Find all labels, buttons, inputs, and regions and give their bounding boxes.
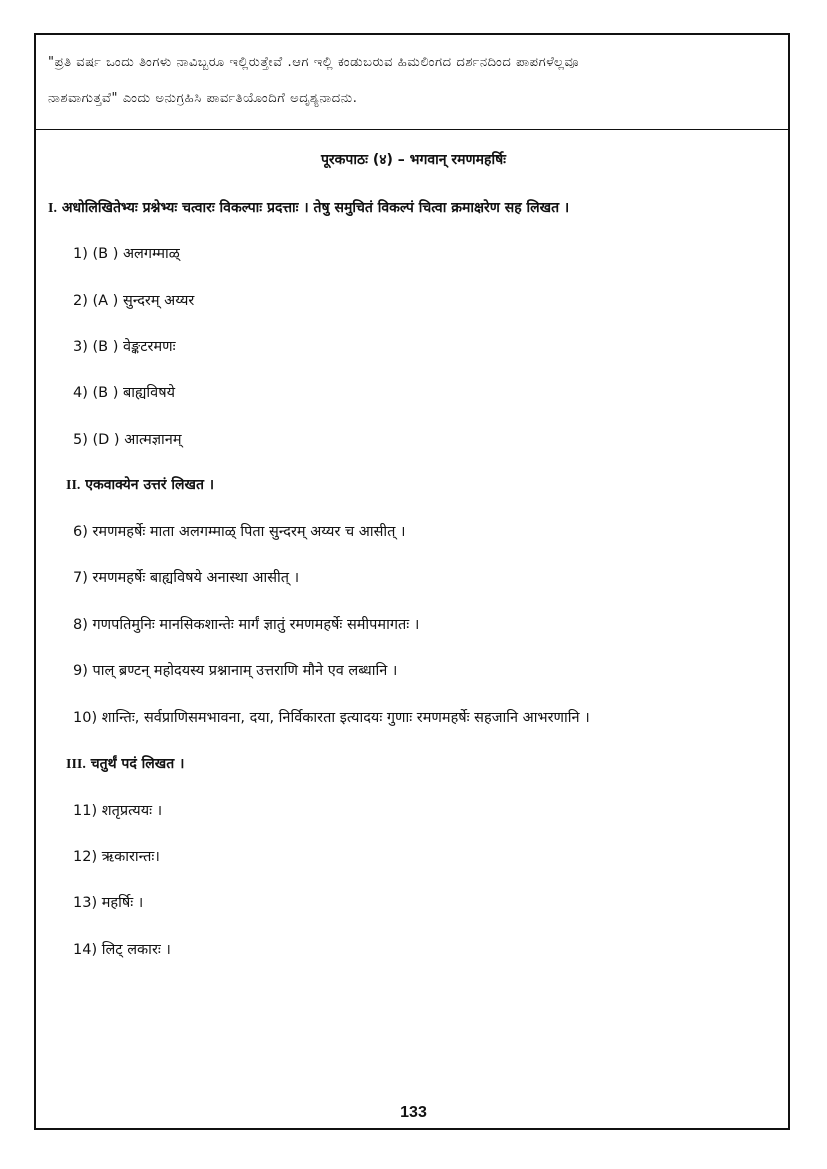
answer-item-14: 14) लिट् लकारः ।: [73, 942, 171, 958]
section-1-instruction: अधोलिखितेभ्यः प्रश्नेभ्यः चत्वारः विकल्पाः प्रदत्ताः । तेषु समुचितं विकल्पं चित्वा क्रमाक्षरेण सह लिखत ।: [61, 200, 570, 216]
section-3-number: III.: [66, 757, 86, 772]
answer-item-13: 13) महर्षिः ।: [73, 895, 144, 911]
lesson-title: पूरकपाठः (४) – भगवान् रमणमहर्षिः: [320, 152, 507, 168]
answer-item-12: 12) ऋकारान्तः।: [73, 849, 160, 865]
kannada-note-line-2: ನಾಶವಾಗುತ್ತವೆ" ಎಂದು ಅನುಗ್ರಹಿಸಿ ಪಾರ್ವತಿಯೊಂದಿಗೆ ಅದೃಶ್ಯನಾದನು.: [48, 91, 358, 106]
answer-item-9: 9) पाल् ब्रण्टन् महोदयस्य प्रश्नानाम् उत्तराणि मौने एव लब्धानि ।: [73, 663, 398, 679]
answer-item-11: 11) शतृप्रत्ययः ।: [73, 803, 163, 819]
answer-item-7: 7) रमणमहर्षेः बाह्यविषये अनास्था आसीत् ।: [73, 570, 300, 586]
answer-item-10: 10) शान्तिः, सर्वप्राणिसमभावना, दया, निर्विकारता इत्यादयः गुणाः रमणमहर्षेः सहजानि आभरणानि ।: [73, 710, 590, 726]
answer-item-3: 3) (B ) वेङ्कटरमणः: [73, 339, 176, 355]
section-2-number: II.: [66, 478, 81, 493]
section-divider: [35, 129, 789, 130]
section-3-heading: [66, 754, 184, 773]
section-3-instruction: चतुर्थं पदं लिखत ।: [90, 756, 185, 772]
section-2-instruction: एकवाक्येन उत्तरं लिखत ।: [85, 477, 215, 493]
kannada-note-line-1: "ಪ್ರತಿ ವರ್ಷ ಒಂದು ತಿಂಗಳು ನಾವಿಬ್ಬರೂ ಇಲ್ಲಿರುತ್ತೇವೆ .ಆಗ ಇಲ್ಲಿ ಕಂಡುಬರುವ ಹಿಮಲಿಂಗದ ದರ್ಶನದಿಂದ ಪಾಪಗಳೆಲ್ಲವೂ: [48, 55, 580, 70]
section-1-number: I.: [48, 201, 57, 216]
answer-item-8: 8) गणपतिमुनिः मानसिकशान्तेः मार्गं ज्ञातुं रमणमहर्षेः समीपमागतः ।: [73, 617, 420, 633]
answer-item-5: 5) (D ) आत्मज्ञानम्: [73, 432, 182, 448]
page-number: 133: [400, 1104, 427, 1121]
answer-item-6: 6) रमणमहर्षेः माता अलगम्माळ् पिता सुन्दरम् अय्यर च आसीत् ।: [73, 524, 406, 540]
kannada-note: [48, 54, 778, 126]
section-1-heading: [48, 198, 569, 217]
answer-item-1: 1) (B ) अलगम्माळ्: [73, 246, 180, 262]
answer-item-4: 4) (B ) बाह्यविषये: [73, 385, 176, 401]
section-2-heading: [66, 475, 214, 494]
answer-item-2: 2) (A ) सुन्दरम् अय्यर: [73, 293, 195, 309]
